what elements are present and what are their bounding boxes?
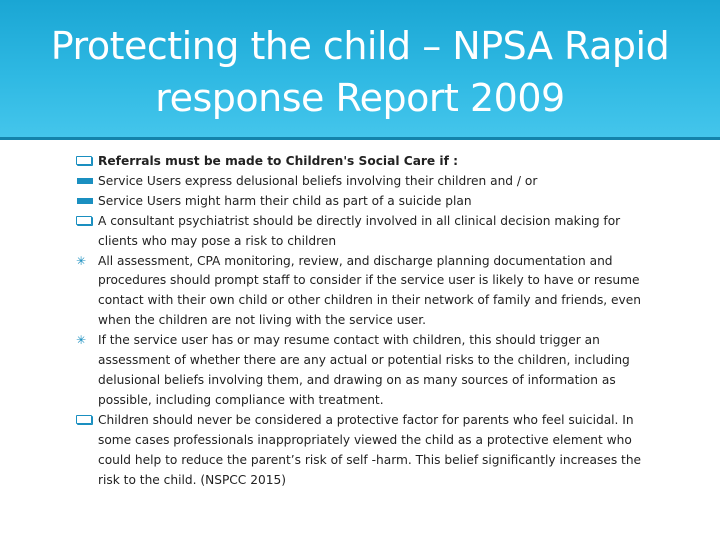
list-item [76, 411, 656, 491]
star-icon: ✳ [76, 333, 87, 348]
hollow-square-icon [76, 216, 92, 225]
list-item [76, 212, 656, 252]
list-item [76, 331, 656, 411]
list-item-text: Referrals must be made to Children's Social Care if : [98, 154, 459, 168]
filled-square-icon [77, 198, 93, 204]
list-item [76, 252, 656, 332]
star-icon: ✳ [76, 253, 87, 268]
list-item [76, 172, 656, 192]
list-item-text: If the service user has or may resume contact with children, this should trigger an assessment of whether there are any actual or potential risks to the children, including delusional beliefs involving them, and drawing on as many sources of information as possible, including compliance with treatment. [98, 333, 630, 407]
list-item-text: Service Users express delusional beliefs involving their children and / or [98, 173, 538, 188]
list-item-text: All assessment, CPA monitoring, review, and discharge planning documentation and procedures should prompt staff to consider if the service user is likely to have or resume contact with their own child or other children in their network of family and friends, even when the children are not living with the service user. [98, 253, 641, 328]
filled-square-icon [77, 178, 93, 184]
title-line-1: Protecting the child – NPSA Rapid [50, 24, 670, 68]
hollow-square-icon [76, 415, 92, 424]
list-item-text: Children should never be considered a protective factor for parents who feel suicidal. In some cases professionals inappropriately viewed the child as a protective element who could help to reduce the parent’s risk of self -harm. This belief significantly increases the risk to the child. (NSPCC 2015) [98, 412, 642, 487]
bullet-list [76, 152, 656, 490]
title-line-2: response Report 2009 [155, 76, 565, 120]
hollow-square-icon [76, 156, 92, 165]
list-item [76, 152, 656, 172]
list-item [76, 192, 656, 212]
list-item-text: Service Users might harm their child as part of a suicide plan [98, 193, 472, 208]
slide-title [20, 20, 700, 124]
list-item-text: A consultant psychiatrist should be directly involved in all clinical decision making for clients who may pose a risk to children [98, 213, 621, 248]
title-banner [0, 0, 720, 140]
